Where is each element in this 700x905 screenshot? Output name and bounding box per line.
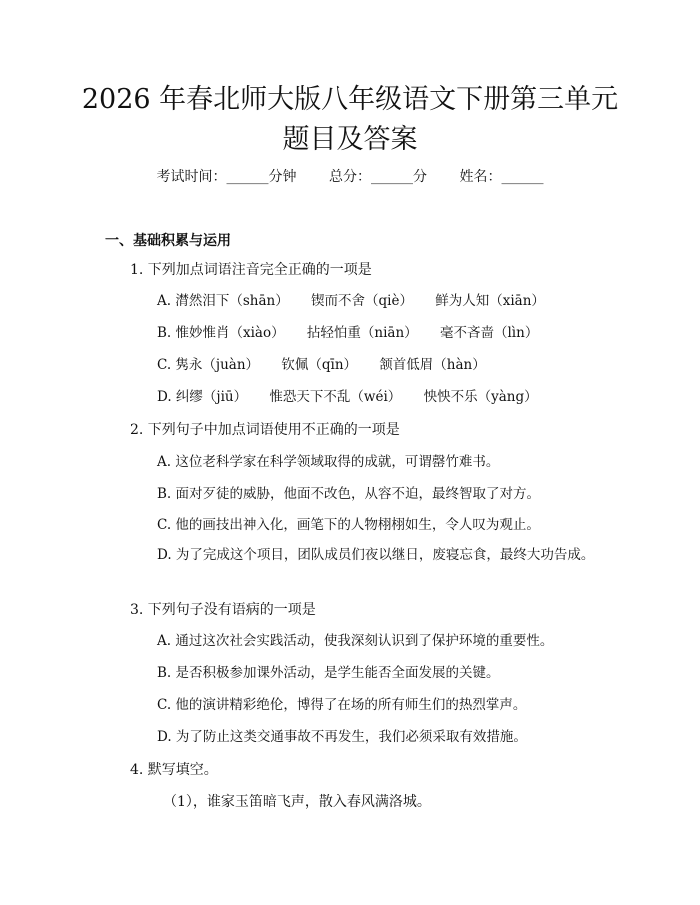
exam-score: 总分：______分 [329, 169, 427, 185]
q2-option-b: B. 面对歹徒的威胁，他面不改色，从容不迫，最终智取了对方。 [157, 486, 541, 502]
q2-option-d: D. 为了完成这个项目，团队成员们夜以继日，废寝忘食，最终大功告成。 [157, 547, 595, 563]
q1-a-word3: 鲜为人知（xiān） [435, 293, 545, 309]
q2-option-c: C. 他的画技出神入化，画笔下的人物栩栩如生，令人叹为观止。 [157, 517, 540, 533]
q1-option-c [157, 355, 504, 375]
section-heading: 一、基础积累与运用 [105, 233, 231, 249]
exam-info [0, 167, 700, 187]
page-title-line1: 2026 年春北师大版八年级语文下册第三单元 [81, 84, 619, 115]
q1-d-word2: 惟恐天下不乱（wéi） [269, 389, 402, 405]
q3-option-d: D. 为了防止这类交通事故不再发生，我们必须采取有效措施。 [157, 729, 527, 745]
question-4-stem: 4. 默写填空。 [130, 762, 218, 778]
q3-option-a: A. 通过这次社会实践活动，使我深刻认识到了保护环境的重要性。 [157, 633, 554, 649]
q1-d-word3: 怏怏不乐（yàng） [423, 389, 538, 405]
q1-a-word1: A. 潸然泪下（shān） [157, 293, 289, 309]
q1-option-b [157, 323, 556, 343]
q1-c-word3: 颔首低眉（hàn） [379, 357, 486, 373]
q1-c-word2: 钦佩（qīn） [281, 357, 358, 373]
question-2-stem: 2. 下列句子中加点词语使用不正确的一项是 [130, 422, 400, 438]
question-1-stem: 1. 下列加点词语注音完全正确的一项是 [130, 262, 372, 278]
exam-time: 考试时间：______分钟 [156, 169, 297, 185]
q1-option-a [157, 291, 563, 311]
q4-fill-item-1: （1），谁家玉笛暗飞声，散入春风满洛城。 [163, 794, 431, 810]
q2-option-a: A. 这位老科学家在科学领域取得的成就，可谓罄竹难书。 [157, 454, 500, 470]
q1-c-word1: C. 隽永（juàn） [157, 357, 260, 373]
page-title-line2: 题目及答案 [282, 124, 418, 155]
q1-b-word3: 毫不吝啬（lìn） [439, 325, 539, 341]
q1-d-word1: D. 纠缪（jiū） [157, 389, 248, 405]
q1-a-word2: 锲而不舍（qiè） [311, 293, 413, 309]
q1-b-word1: B. 惟妙惟肖（xiào） [157, 325, 285, 341]
exam-name: 姓名：______ [459, 169, 544, 185]
q1-option-d [157, 387, 556, 407]
q1-b-word2: 拈轻怕重（niān） [306, 325, 418, 341]
q3-option-b: B. 是否积极参加课外活动，是学生能否全面发展的关键。 [157, 665, 500, 681]
question-3-stem: 3. 下列句子没有语病的一项是 [130, 602, 316, 618]
q3-option-c: C. 他的演讲精彩绝伦，博得了在场的所有师生们的热烈掌声。 [157, 697, 527, 713]
